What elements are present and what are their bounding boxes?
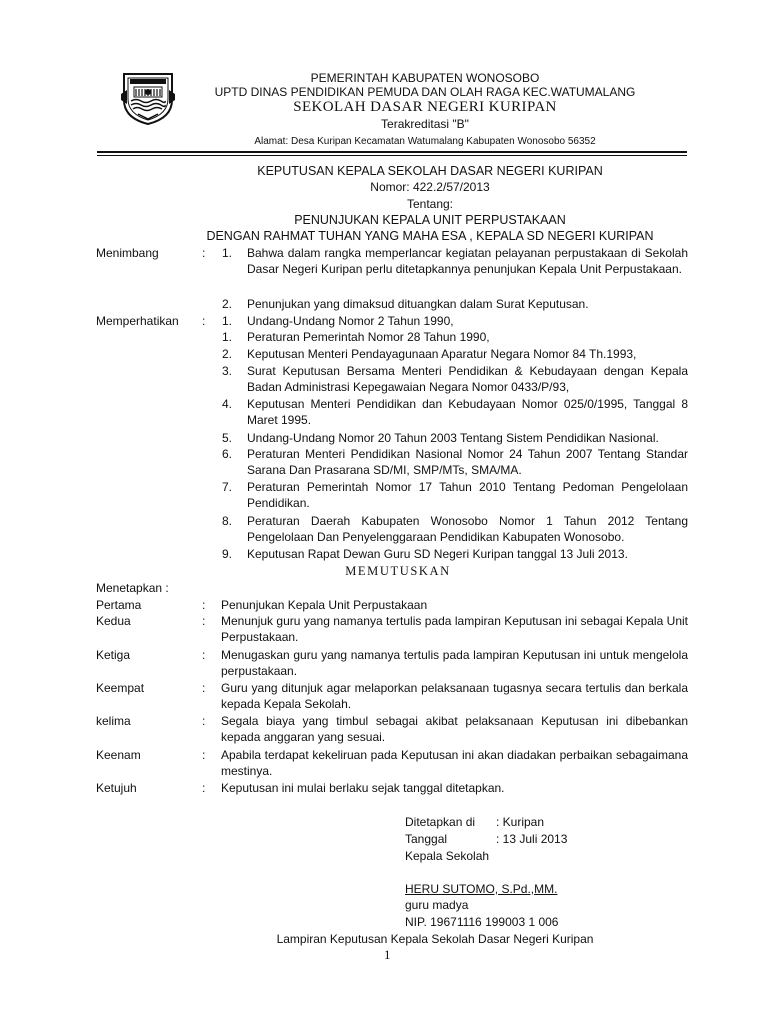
- header-address: Alamat: Desa Kuripan Kecamatan Watumalang Kabupaten Wonosobo 56352: [254, 136, 596, 147]
- menetapkan-item-colon: :: [202, 614, 206, 628]
- header-government: PEMERINTAH KABUPATEN WONOSOBO: [310, 71, 540, 85]
- menetapkan-item-text: Segala biaya yang timbul sebagai akibat pelaksanaan Keputusan ini dibebankan kepada anggaran yang sesuai.: [221, 714, 688, 745]
- menetapkan-item-label: Ketujuh: [96, 781, 137, 795]
- decree-about-label: Tentang:: [406, 197, 454, 211]
- signature-date-value: : 13 Juli 2013: [496, 832, 568, 846]
- menetapkan-item-text: Menugaskan guru yang namanya tertulis pada lampiran Keputusan ini untuk mengelola perpustakaan.: [221, 648, 688, 679]
- signatory-name: HERU SUTOMO, S.Pd.,MM.: [405, 882, 558, 896]
- menimbang-item: Bahwa dalam rangka memperlancar kegiatan pelayanan perpustakaan di Sekolah Dasar Negeri Kuripan perlu ditetapkannya penunjukan Kepala Unit Perpustakaan.: [247, 246, 688, 277]
- menetapkan-item-text: Keputusan ini mulai berlaku sejak tanggal ditetapkan.: [221, 781, 505, 795]
- attachment-title: Lampiran Keputusan Kepala Sekolah Dasar Negeri Kuripan: [276, 932, 594, 946]
- menetapkan-label: Menetapkan :: [96, 581, 169, 595]
- header-school-name: SEKOLAH DASAR NEGERI KURIPAN: [293, 99, 557, 115]
- menetapkan-item-text: Guru yang ditunjuk agar melaporkan pelaksanaan tugasnya secara tertulis dan berkala kepada Kepala Sekolah.: [221, 681, 688, 712]
- menetapkan-item-label: Kedua: [96, 614, 131, 628]
- menimbang-item-number: 2.: [222, 297, 233, 311]
- memperhatikan-item-number: 5.: [222, 431, 233, 445]
- memperhatikan-item: Keputusan Rapat Dewan Guru SD Negeri Kuripan tanggal 13 Juli 2013.: [247, 547, 628, 561]
- header-divider-thick: [97, 151, 687, 153]
- signatory-rank: guru madya: [405, 898, 469, 912]
- menetapkan-item-label: Pertama: [96, 598, 142, 612]
- signatory-nip: NIP. 19671116 199003 1 006: [405, 915, 559, 929]
- decree-number: Nomor: 422.2/57/2013: [370, 180, 490, 194]
- header-accreditation: Terakreditasi "B": [381, 117, 469, 131]
- memperhatikan-item-number: 9.: [222, 547, 233, 561]
- page-number: 1: [384, 947, 391, 962]
- header-agency: UPTD DINAS PENDIDIKAN PEMUDA DAN OLAH RAGA KEC.WATUMALANG: [214, 85, 636, 99]
- menetapkan-item-label: Keenam: [96, 748, 141, 762]
- menetapkan-item-label: kelima: [96, 714, 131, 728]
- memperhatikan-item: Peraturan Pemerintah Nomor 17 Tahun 2010 Tentang Pedoman Pengelolaan Pendidikan.: [247, 480, 688, 511]
- decree-grace-line: DENGAN RAHMAT TUHAN YANG MAHA ESA , KEPALA SD NEGERI KURIPAN: [206, 229, 654, 243]
- memperhatikan-colon: :: [202, 314, 206, 328]
- menetapkan-item-colon: :: [202, 748, 206, 762]
- menetapkan-item-label: Keempat: [96, 681, 145, 695]
- decree-subject: PENUNJUKAN KEPALA UNIT PERPUSTAKAAN: [294, 213, 566, 227]
- signature-position: Kepala Sekolah: [405, 849, 490, 863]
- memperhatikan-item-number: 8.: [222, 514, 233, 528]
- menetapkan-item-colon: :: [202, 648, 206, 662]
- memperhatikan-item-number: 1.: [222, 314, 233, 328]
- menetapkan-item-colon: :: [202, 714, 206, 728]
- menetapkan-item-text: Apabila terdapat kekeliruan pada Keputusan ini akan diadakan perbaikan sebagaimana mestinya.: [221, 748, 688, 779]
- memperhatikan-item: Keputusan Menteri Pendidikan dan Kebudayaan Nomor 025/0/1995, Tanggal 8 Maret 1995.: [247, 397, 688, 428]
- menimbang-item-number: 1.: [222, 246, 233, 260]
- signature-place-value: : Kuripan: [496, 815, 545, 829]
- decree-title: KEPUTUSAN KEPALA SEKOLAH DASAR NEGERI KURIPAN: [257, 164, 603, 178]
- menetapkan-item-colon: :: [202, 681, 206, 695]
- memperhatikan-item-number: 2.: [222, 347, 233, 361]
- header-divider-thin: [97, 155, 687, 156]
- memperhatikan-item-number: 7.: [222, 480, 233, 494]
- memperhatikan-item: Surat Keputusan Bersama Menteri Pendidikan & Kebudayaan dengan Kepala Badan Administrasi Kepegawaian Negara Nomor 0433/P/93,: [247, 364, 688, 395]
- menetapkan-item-colon: :: [202, 598, 206, 612]
- memperhatikan-item-number: 1.: [222, 330, 233, 344]
- memutuskan-heading: MEMUTUSKAN: [345, 564, 451, 578]
- signature-place-label: Ditetapkan di: [405, 815, 476, 829]
- regency-emblem-icon: [121, 70, 175, 126]
- memperhatikan-item: Peraturan Menteri Pendidikan Nasional Nomor 24 Tahun 2007 Tentang Standar Sarana Dan Prasarana SD/MI, SMP/MTs, SMA/MA.: [247, 447, 688, 478]
- memperhatikan-item: Peraturan Daerah Kabupaten Wonosobo Nomor 1 Tahun 2012 Tentang Pengelolaan Dan Penyelenggaraan Pendidikan Kabupaten Wonosobo.: [247, 514, 688, 545]
- memperhatikan-item: Keputusan Menteri Pendayagunaan Aparatur Negara Nomor 84 Th.1993,: [247, 347, 637, 361]
- menimbang-item: Penunjukan yang dimaksud dituangkan dalam Surat Keputusan.: [247, 297, 589, 311]
- memperhatikan-item-number: 4.: [222, 397, 233, 411]
- memperhatikan-item: Peraturan Pemerintah Nomor 28 Tahun 1990,: [247, 330, 490, 344]
- menetapkan-item-label: Ketiga: [96, 648, 131, 662]
- signature-date-label: Tanggal: [405, 832, 448, 846]
- memperhatikan-item-number: 6.: [222, 447, 233, 461]
- menimbang-colon: :: [202, 246, 206, 260]
- menetapkan-item-colon: :: [202, 781, 206, 795]
- menimbang-label: Menimbang: [96, 246, 159, 260]
- memperhatikan-item: Undang-Undang Nomor 2 Tahun 1990,: [247, 314, 454, 328]
- memperhatikan-label: Memperhatikan: [96, 314, 179, 328]
- menetapkan-item-text: Menunjuk guru yang namanya tertulis pada lampiran Keputusan ini sebagai Kepala Unit Perpustakaan.: [221, 614, 688, 645]
- memperhatikan-item-number: 3.: [222, 364, 233, 378]
- menetapkan-item-text: Penunjukan Kepala Unit Perpustakaan: [221, 598, 428, 612]
- memperhatikan-item: Undang-Undang Nomor 20 Tahun 2003 Tentang Sistem Pendidikan Nasional.: [247, 431, 659, 445]
